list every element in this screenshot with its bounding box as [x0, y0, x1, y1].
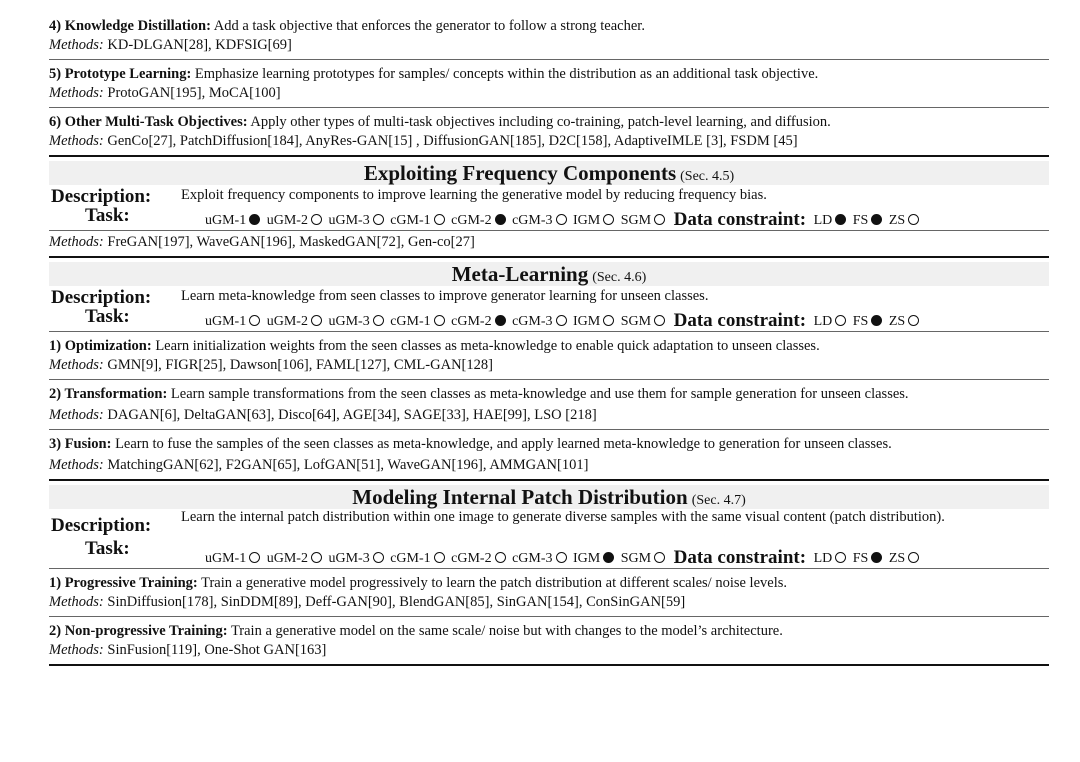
section-title: Modeling Internal Patch Distribution — [352, 485, 688, 509]
empty-circle-icon — [434, 214, 445, 225]
task-cGM-1: cGM-1 — [390, 213, 447, 228]
entry-title: 6) Other Multi-Task Objectives: — [49, 114, 248, 130]
data-constraint-label: Data constraint: — [673, 547, 807, 568]
task-label: Task: — [85, 205, 130, 226]
empty-circle-icon — [835, 552, 846, 563]
task-uGM-3: uGM-3 — [328, 551, 386, 566]
empty-circle-icon — [556, 552, 567, 563]
task-uGM-3: uGM-3 — [328, 314, 386, 329]
methods-label: Methods: — [49, 407, 104, 423]
filled-circle-icon — [249, 214, 260, 225]
entry-title: 4) Knowledge Distillation: — [49, 18, 211, 34]
description-label: Description: — [51, 515, 152, 536]
task-SGM: SGM — [621, 551, 668, 566]
entry-text: Apply other types of multi-task objectives including co-training, patch-level learning, and diffusion. — [247, 114, 831, 130]
filled-circle-icon — [495, 315, 506, 326]
constraint-ZS: ZS — [889, 314, 922, 329]
empty-circle-icon — [434, 315, 445, 326]
section-ref: (Sec. 4.5) — [680, 169, 735, 184]
constraint-FS: FS — [853, 213, 886, 228]
entry-non-progressive-training — [49, 617, 1049, 666]
section-title: Exploiting Frequency Components — [363, 161, 677, 185]
filled-circle-icon — [835, 214, 846, 225]
empty-circle-icon — [311, 315, 322, 326]
entry-title: 1) Progressive Training: — [49, 575, 198, 591]
description-text: Exploit frequency components to improve learning the generative model by reducing frequency bias. — [181, 187, 767, 203]
methods-label: Methods: — [49, 357, 104, 373]
description-label: Description: — [51, 186, 152, 207]
methods-label: Methods: — [49, 457, 104, 473]
methods-label: Methods: — [49, 133, 104, 149]
task-SGM: SGM — [621, 213, 668, 228]
task-cGM-1: cGM-1 — [390, 314, 447, 329]
methods-label: Methods: — [49, 642, 104, 658]
task-uGM-1: uGM-1 — [205, 213, 263, 228]
empty-circle-icon — [373, 552, 384, 563]
filled-circle-icon — [495, 214, 506, 225]
task-IGM: IGM — [573, 314, 617, 329]
empty-circle-icon — [373, 315, 384, 326]
entry-title: 5) Prototype Learning: — [49, 66, 192, 82]
empty-circle-icon — [556, 315, 567, 326]
methods-label: Methods: — [49, 234, 104, 250]
entry-knowledge-distillation — [49, 14, 1049, 60]
entry-text: Learn to fuse the samples of the seen classes as meta-knowledge, and apply learned meta-knowledge to generation for unseen classes. — [111, 436, 892, 452]
empty-circle-icon — [434, 552, 445, 563]
empty-circle-icon — [908, 214, 919, 225]
task-row — [49, 538, 1049, 569]
task-cGM-1: cGM-1 — [390, 551, 447, 566]
data-constraint-label: Data constraint: — [673, 209, 807, 230]
empty-circle-icon — [603, 315, 614, 326]
empty-circle-icon — [654, 552, 665, 563]
task-uGM-1: uGM-1 — [205, 551, 263, 566]
constraint-FS: FS — [853, 551, 886, 566]
task-IGM: IGM — [573, 213, 617, 228]
task-uGM-2: uGM-2 — [267, 213, 325, 228]
section-ref: (Sec. 4.6) — [592, 270, 647, 285]
task-SGM: SGM — [621, 314, 668, 329]
task-IGM: IGM — [573, 551, 617, 566]
filled-circle-icon — [871, 214, 882, 225]
constraint-LD: LD — [814, 314, 850, 329]
constraint-LD: LD — [814, 213, 850, 228]
taxonomy-table — [49, 14, 1049, 666]
empty-circle-icon — [311, 552, 322, 563]
empty-circle-icon — [908, 552, 919, 563]
description-row — [49, 509, 1049, 545]
empty-circle-icon — [311, 214, 322, 225]
entry-other-multi-task — [49, 108, 1049, 157]
section-ref: (Sec. 4.7) — [691, 493, 746, 508]
methods-label: Methods: — [49, 594, 104, 610]
entry-fusion — [49, 430, 1049, 481]
entry-prototype-learning — [49, 60, 1049, 108]
methods-label: Methods: — [49, 85, 104, 101]
filled-circle-icon — [871, 315, 882, 326]
empty-circle-icon — [654, 315, 665, 326]
entry-text: Learn initialization weights from the seen classes as meta-knowledge to enable quick adaptation to unseen classes. — [151, 338, 820, 354]
task-row — [49, 308, 1049, 332]
entry-text: Train a generative model on the same scale/ noise but with changes to the model’s architecture. — [227, 623, 783, 639]
task-cGM-2: cGM-2 — [451, 213, 508, 228]
methods-list: DAGAN[6], DeltaGAN[63], Disco[64], AGE[34], SAGE[33], HAE[99], LSO [218] — [103, 407, 597, 423]
entry-text: Train a generative model progressively to learn the patch distribution at different scales/ noise levels. — [197, 575, 788, 591]
description-text: Learn the internal patch distribution within one image to generate diverse samples with the same visual content (patch distribution). — [181, 509, 945, 525]
empty-circle-icon — [556, 214, 567, 225]
entry-title: 2) Transformation: — [49, 386, 168, 402]
task-uGM-1: uGM-1 — [205, 314, 263, 329]
filled-circle-icon — [871, 552, 882, 563]
entry-text: Learn sample transformations from the seen classes as meta-knowledge and use them for sample generation for unseen classes. — [167, 386, 909, 402]
task-uGM-2: uGM-2 — [267, 551, 325, 566]
task-cGM-3: cGM-3 — [512, 551, 569, 566]
methods-row — [49, 231, 1049, 258]
task-label: Task: — [85, 306, 130, 327]
methods-list: SinDiffusion[178], SinDDM[89], Deff-GAN[90], BlendGAN[85], SinGAN[154], ConSinGAN[59] — [103, 594, 686, 610]
constraint-LD: LD — [814, 551, 850, 566]
constraint-ZS: ZS — [889, 213, 922, 228]
entry-optimization — [49, 332, 1049, 380]
empty-circle-icon — [908, 315, 919, 326]
methods-list: KD-DLGAN[28], KDFSIG[69] — [103, 37, 292, 53]
empty-circle-icon — [654, 214, 665, 225]
description-row — [49, 185, 1049, 207]
methods-list: GenCo[27], PatchDiffusion[184], AnyRes-GAN[15] , DiffusionGAN[185], D2C[158], AdaptiveIMLE [3], FSDM [45] — [103, 133, 798, 149]
empty-circle-icon — [495, 552, 506, 563]
task-cGM-3: cGM-3 — [512, 314, 569, 329]
entry-title: 3) Fusion: — [49, 436, 112, 452]
empty-circle-icon — [603, 214, 614, 225]
task-cGM-3: cGM-3 — [512, 213, 569, 228]
section-header-frequency — [49, 161, 1049, 185]
constraint-ZS: ZS — [889, 551, 922, 566]
section-header-internal-patch — [49, 485, 1049, 509]
empty-circle-icon — [373, 214, 384, 225]
entry-title: 1) Optimization: — [49, 338, 152, 354]
empty-circle-icon — [249, 315, 260, 326]
task-label: Task: — [85, 538, 130, 559]
methods-label: Methods: — [49, 37, 104, 53]
methods-list: SinFusion[119], One-Shot GAN[163] — [103, 642, 327, 658]
methods-list: MatchingGAN[62], F2GAN[65], LofGAN[51], WaveGAN[196], AMMGAN[101] — [103, 457, 589, 473]
empty-circle-icon — [835, 315, 846, 326]
description-label: Description: — [51, 287, 152, 308]
entry-text: Add a task objective that enforces the generator to follow a strong teacher. — [210, 18, 645, 34]
section-title: Meta-Learning — [451, 262, 589, 286]
entry-title: 2) Non-progressive Training: — [49, 623, 228, 639]
task-uGM-2: uGM-2 — [267, 314, 325, 329]
data-constraint-label: Data constraint: — [673, 310, 807, 331]
task-cGM-2: cGM-2 — [451, 314, 508, 329]
methods-list: ProtoGAN[195], MoCA[100] — [103, 85, 281, 101]
empty-circle-icon — [249, 552, 260, 563]
description-text: Learn meta-knowledge from seen classes to improve generator learning for unseen classes. — [181, 288, 709, 304]
constraint-FS: FS — [853, 314, 886, 329]
task-row — [49, 207, 1049, 231]
filled-circle-icon — [603, 552, 614, 563]
entry-text: Emphasize learning prototypes for samples/ concepts within the distribution as an additional task objective. — [191, 66, 819, 82]
task-uGM-3: uGM-3 — [328, 213, 386, 228]
methods-list: GMN[9], FIGR[25], Dawson[106], FAML[127], CML-GAN[128] — [103, 357, 493, 373]
methods-list: FreGAN[197], WaveGAN[196], MaskedGAN[72], Gen-co[27] — [103, 234, 475, 250]
section-header-meta-learning — [49, 262, 1049, 286]
entry-transformation — [49, 380, 1049, 430]
description-row — [49, 286, 1049, 308]
task-cGM-2: cGM-2 — [451, 551, 508, 566]
entry-progressive-training — [49, 569, 1049, 617]
